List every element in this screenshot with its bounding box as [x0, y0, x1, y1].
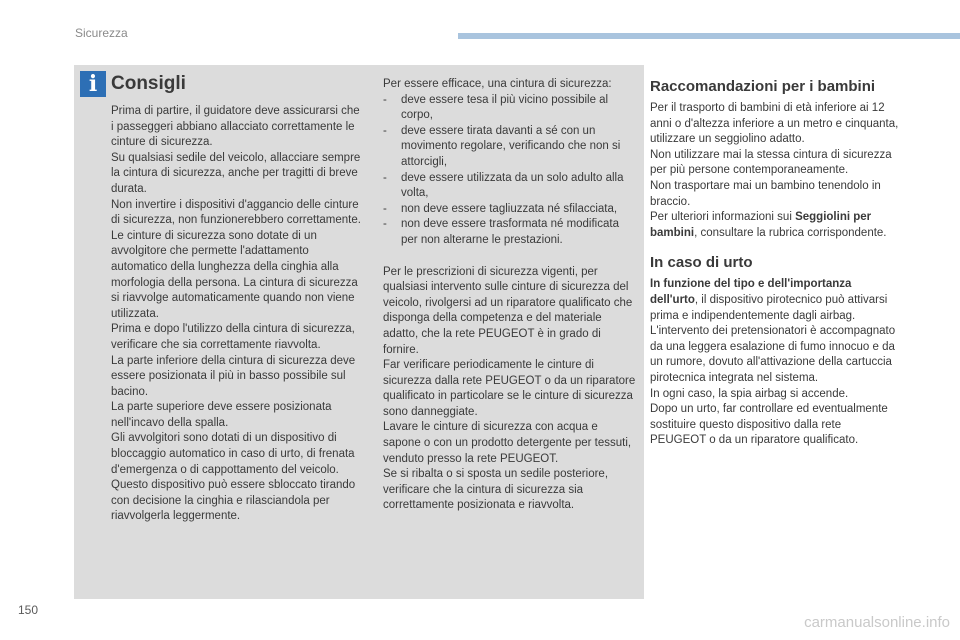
advice-heading: Consigli: [111, 73, 186, 94]
list-item: - deve essere tesa il più vicino possibile al corpo,: [383, 93, 638, 124]
children-paragraph: Non utilizzare mai la stessa cintura di sicurezza per più persone contemporaneamente.: [650, 148, 892, 177]
info-icon: i: [80, 71, 106, 97]
advice-paragraph: Su qualsiasi sedile del veicolo, allacciare sempre la cintura di sicurezza, anche per tragitti di breve durata.: [111, 151, 361, 195]
reference-prefix: Per ulteriori informazioni sui: [650, 211, 796, 224]
crash-bold-lead: In funzione del tipo e dell'importanza dell'urto: [650, 278, 852, 306]
crash-heading: In caso di urto: [650, 254, 753, 272]
maintenance-paragraph: Lavare le cinture di sicurezza con acqua e sapone o con un prodotto detergente per tessuti, venduto presso la rete PEUGEOT.: [383, 421, 632, 465]
page-number: 150: [18, 603, 39, 617]
crash-paragraph: In ogni caso, la spia airbag si accende.: [650, 387, 849, 400]
list-item: - non deve essere trasformata né modificata per non alterarne le prestazioni.: [383, 217, 638, 248]
section-title: Sicurezza: [75, 26, 128, 40]
reference-suffix: , consultare la rubrica corrispondente.: [694, 226, 887, 239]
crash-text: , il dispositivo pirotecnico può attivarsi prima e indipendentemente dagli airbag. L'intervento dei pretensionatori è accompagnato da una leggera esalazione di fumo innocuo e da un rumore, dovuto all'attivazione della cartuccia pirotecnica integrata nel sistema.: [650, 293, 896, 384]
maintenance-paragraph: Se si ribalta o si sposta un sedile posteriore, verificare che la cintura di sicurezza sia correttamente posizionata e riavvolta.: [383, 468, 609, 512]
advice-paragraph: Le cinture di sicurezza sono dotate di un avvolgitore che permette l'adattamento automatico della lunghezza della cinghia alla morfologia della persona. La cintura di sicurezza si riavvolge automaticamente quando non viene utilizzata.: [111, 229, 358, 320]
children-paragraph: Per il trasporto di bambini di età inferiore ai 12 anni o d'altezza inferiore a un metro e cinquanta, utilizzare un seggiolino adatto.: [650, 102, 899, 146]
list-item: - deve essere utilizzata da un solo adulto alla volta,: [383, 171, 638, 202]
advice-paragraph: La parte superiore deve essere posizionata nell'incavo della spalla.: [111, 401, 332, 429]
advice-paragraph: Gli avvolgitori sono dotati di un dispositivo di bloccaggio automatico in caso di urto, di frenata d'emergenza o di cappottamento del veicolo. Questo dispositivo può essere sbloccato tirando con decisione la cinghia e rilasciandola per riavvolgerla leggermente.: [111, 432, 356, 523]
list-item: - non deve essere tagliuzzata né sfilacciata,: [383, 202, 638, 218]
belt-requirements-column: [383, 77, 638, 514]
crash-paragraph: Dopo un urto, far controllare ed eventualmente sostituire questo dispositivo dalla rete PEUGEOT o da un riparatore qualificato.: [650, 403, 888, 447]
maintenance-paragraph: Far verificare periodicamente le cinture di sicurezza dalla rete PEUGEOT o da un riparatore qualificato in particolare se le cinture di sicurezza sono danneggiate.: [383, 359, 636, 418]
crash-paragraph: [650, 277, 900, 386]
advice-column: [111, 73, 361, 525]
advice-paragraph: Prima e dopo l'utilizzo della cintura di sicurezza, verificare che sia correttamente riavvolta.: [111, 323, 355, 351]
children-paragraph: Non trasportare mai un bambino tenendolo in braccio.: [650, 179, 881, 208]
maintenance-paragraph: Per le prescrizioni di sicurezza vigenti, per qualsiasi intervento sulle cinture di sicurezza del veicolo, rivolgersi ad un riparatore qualificato che disponga della competenza e del materiale adatto, che la rete PEUGEOT è in grado di fornire.: [383, 265, 633, 356]
advice-paragraph: Non invertire i dispositivi d'aggancio delle cinture di sicurezza, non funzionerebbero correttamente.: [111, 198, 361, 227]
requirements-list: [383, 93, 638, 249]
section-header-bar: [458, 33, 960, 39]
advice-paragraph: La parte inferiore della cintura di sicurezza deve essere posizionata il più in basso possibile sul bacino.: [111, 354, 356, 398]
list-item: - deve essere tirata davanti a sé con un movimento regolare, verificando che non si attorcigli,: [383, 124, 638, 171]
watermark: carmanualsonline.info: [804, 614, 950, 631]
child-seats-link[interactable]: Seggiolini per bambini: [650, 211, 872, 239]
child-seats-reference: [650, 210, 900, 241]
children-column: [650, 77, 900, 449]
advice-paragraph: Prima di partire, il guidatore deve assicurarsi che i passeggeri abbiano allacciato correttamente le cinture di sicurezza.: [111, 105, 360, 149]
children-heading: Raccomandazioni per i bambini: [650, 78, 876, 95]
requirements-intro: Per essere efficace, una cintura di sicurezza:: [383, 78, 612, 90]
